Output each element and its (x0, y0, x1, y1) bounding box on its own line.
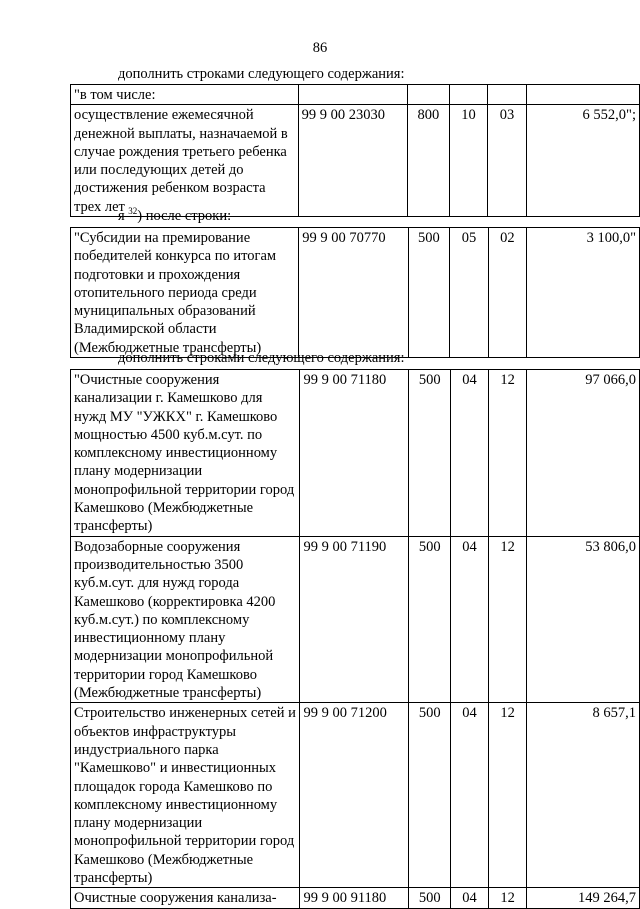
rz-cell: 05 (450, 228, 488, 358)
pr-cell: 12 (489, 370, 527, 537)
amount-cell: 3 100,0" (527, 228, 640, 358)
footnote-ref: 32 (128, 206, 138, 217)
table-row (71, 536, 640, 703)
pr-cell: 12 (489, 703, 527, 888)
rz-cell: 10 (449, 105, 487, 217)
vr-cell: 500 (409, 703, 451, 888)
code-cell: 99 9 00 71200 (300, 703, 409, 888)
code-cell: 99 9 00 71190 (300, 536, 409, 703)
table-row (71, 888, 640, 908)
budget-table-2 (70, 227, 640, 358)
description-cell: "Субсидии на премирование победителей конкурса по итогам подготовки и прохождения отопительного периода среди муниципальных образований Владимирской области (Межбюджетные трансферты) (71, 228, 299, 358)
rz-cell: 04 (450, 370, 488, 537)
table-row (71, 228, 640, 358)
code-cell: 99 9 00 23030 (298, 105, 407, 217)
table-row (71, 703, 640, 888)
header-text-cell: "в том числе: (71, 85, 299, 105)
instruction-line-2 (118, 208, 231, 225)
pr-cell: 12 (489, 888, 527, 908)
vr-cell: 500 (409, 536, 451, 703)
vr-cell: 500 (409, 888, 451, 908)
table-row (71, 85, 640, 105)
line-prefix: я (118, 208, 129, 224)
code-cell: 99 9 00 71180 (300, 370, 409, 537)
description-cell: осуществление ежемесячной денежной выплаты, назначаемой в случае рождения третьего ребенка или последующих детей до достижения ребенком возраста трех лет (71, 105, 299, 217)
vr-cell: 500 (408, 228, 450, 358)
amount-cell: 149 264,7 (527, 888, 640, 908)
rz-cell: 04 (450, 888, 488, 908)
table-row (71, 105, 640, 217)
description-cell: Водозаборные сооружения производительностью 3500 куб.м.сут. для нужд города Камешково (корректировка 4200 куб.м.сут.) по комплексному инвестиционному плану модернизации монопрофильной территории город Камешково (Межбюджетные трансферты) (71, 536, 300, 703)
rz-cell: 04 (450, 536, 488, 703)
pr-cell: 12 (489, 536, 527, 703)
line-rest: ) после строки: (137, 208, 232, 224)
page-number: 86 (312, 40, 328, 56)
rz-cell: 04 (450, 703, 488, 888)
amount-cell: 8 657,1 (527, 703, 640, 888)
amount-cell: 53 806,0 (527, 536, 640, 703)
budget-table-1 (70, 84, 640, 217)
vr-cell: 800 (407, 105, 449, 217)
description-cell: Строительство инженерных сетей и объектов инфраструктуры индустриального парка "Камешково" и инвестиционных площадок города Камешково по комплексному инвестиционному плану модернизации монопрофильной территории город Камешково (Межбюджетные трансферты) (71, 703, 300, 888)
description-cell: "Очистные сооружения канализации г. Камешково для нужд МУ "УЖКХ" г. Камешково мощностью 4500 куб.м.сут. по комплексному инвестиционному плану модернизации монопрофильной территории город Камешково (Межбюджетные трансферты) (71, 370, 300, 537)
code-cell: 99 9 00 91180 (300, 888, 409, 908)
code-cell: 99 9 00 70770 (299, 228, 408, 358)
table-row (71, 370, 640, 537)
description-cell: Очистные сооружения канализа- (71, 888, 300, 908)
pr-cell: 02 (488, 228, 526, 358)
instruction-line-1: дополнить строками следующего содержания: (118, 66, 405, 82)
amount-cell: 6 552,0"; (526, 105, 639, 217)
instruction-line-3: дополнить строками следующего содержания: (118, 350, 405, 366)
pr-cell: 03 (488, 105, 526, 217)
budget-table-3 (70, 369, 640, 909)
amount-cell: 97 066,0 (527, 370, 640, 537)
vr-cell: 500 (409, 370, 451, 537)
